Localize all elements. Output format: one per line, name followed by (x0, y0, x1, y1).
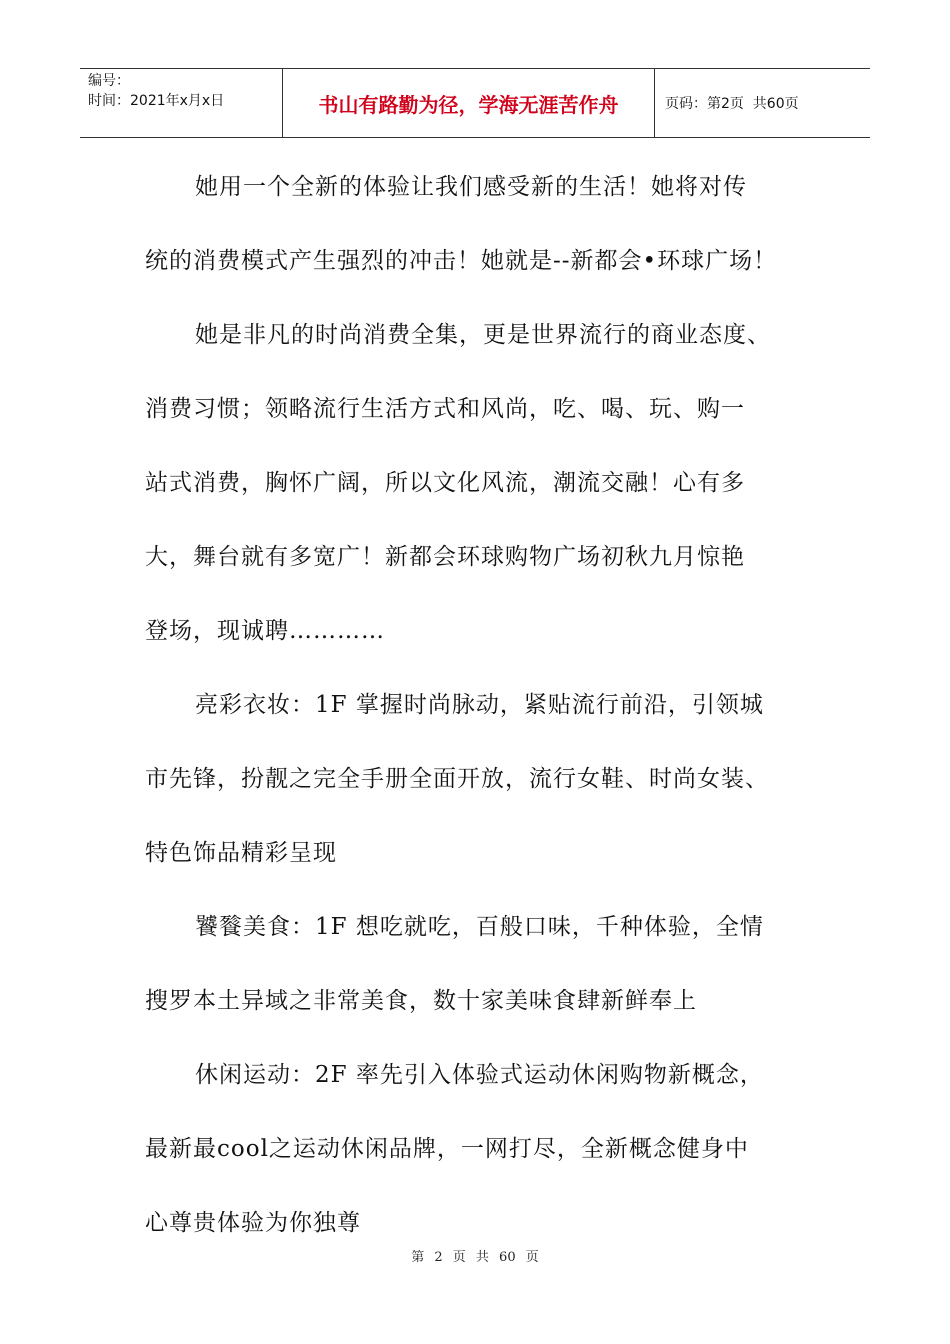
body-line: 她是非凡的时尚消费全集，更是世界流行的商业态度、 (195, 322, 771, 348)
header-page-number: 页码：第2页 共60页 (665, 96, 799, 112)
document-body (145, 160, 810, 1270)
document-time-label: 时间：2021年x月x日 (88, 93, 225, 109)
document-number-label: 编号： (88, 73, 130, 89)
page-footer: 第 2 页 共 60 页 (411, 1250, 539, 1265)
body-line: 最新最cool之运动休闲品牌，一网打尽，全新概念健身中 (145, 1136, 749, 1162)
body-line: 搜罗本土异域之非常美食，数十家美味食肆新鲜奉上 (145, 988, 697, 1014)
body-line: 大，舞台就有多宽广！新都会环球购物广场初秋九月惊艳 (145, 544, 745, 570)
body-line: 特色饰品精彩呈现 (145, 840, 337, 866)
page-header (80, 68, 870, 138)
header-motto-cell (283, 69, 655, 137)
body-line: 她用一个全新的体验让我们感受新的生活！她将对传 (195, 174, 747, 200)
body-line: 登场，现诚聘………… (145, 618, 385, 644)
body-line: 市先锋，扮靓之完全手册全面开放，流行女鞋、时尚女装、 (145, 766, 769, 792)
body-line: 消费习惯；领略流行生活方式和风尚，吃、喝、玩、购一 (145, 396, 745, 422)
body-line: 饕餮美食：1F 想吃就吃，百般口味，千种体验，全情 (195, 914, 764, 940)
body-line: 站式消费，胸怀广阔，所以文化风流，潮流交融！心有多 (145, 470, 745, 496)
body-line: 统的消费模式产生强烈的冲击！她就是--新都会•环球广场！ (145, 248, 778, 274)
body-line: 亮彩衣妆：1F 掌握时尚脉动，紧贴流行前沿，引领城 (195, 692, 764, 718)
header-page-cell (655, 69, 870, 137)
body-line: 心尊贵体验为你独尊 (145, 1210, 361, 1236)
header-motto: 书山有路勤为径，学海无涯苦作舟 (318, 92, 619, 117)
header-meta (80, 69, 283, 137)
body-line: 休闲运动：2F 率先引入体验式运动休闲购物新概念， (195, 1062, 764, 1088)
